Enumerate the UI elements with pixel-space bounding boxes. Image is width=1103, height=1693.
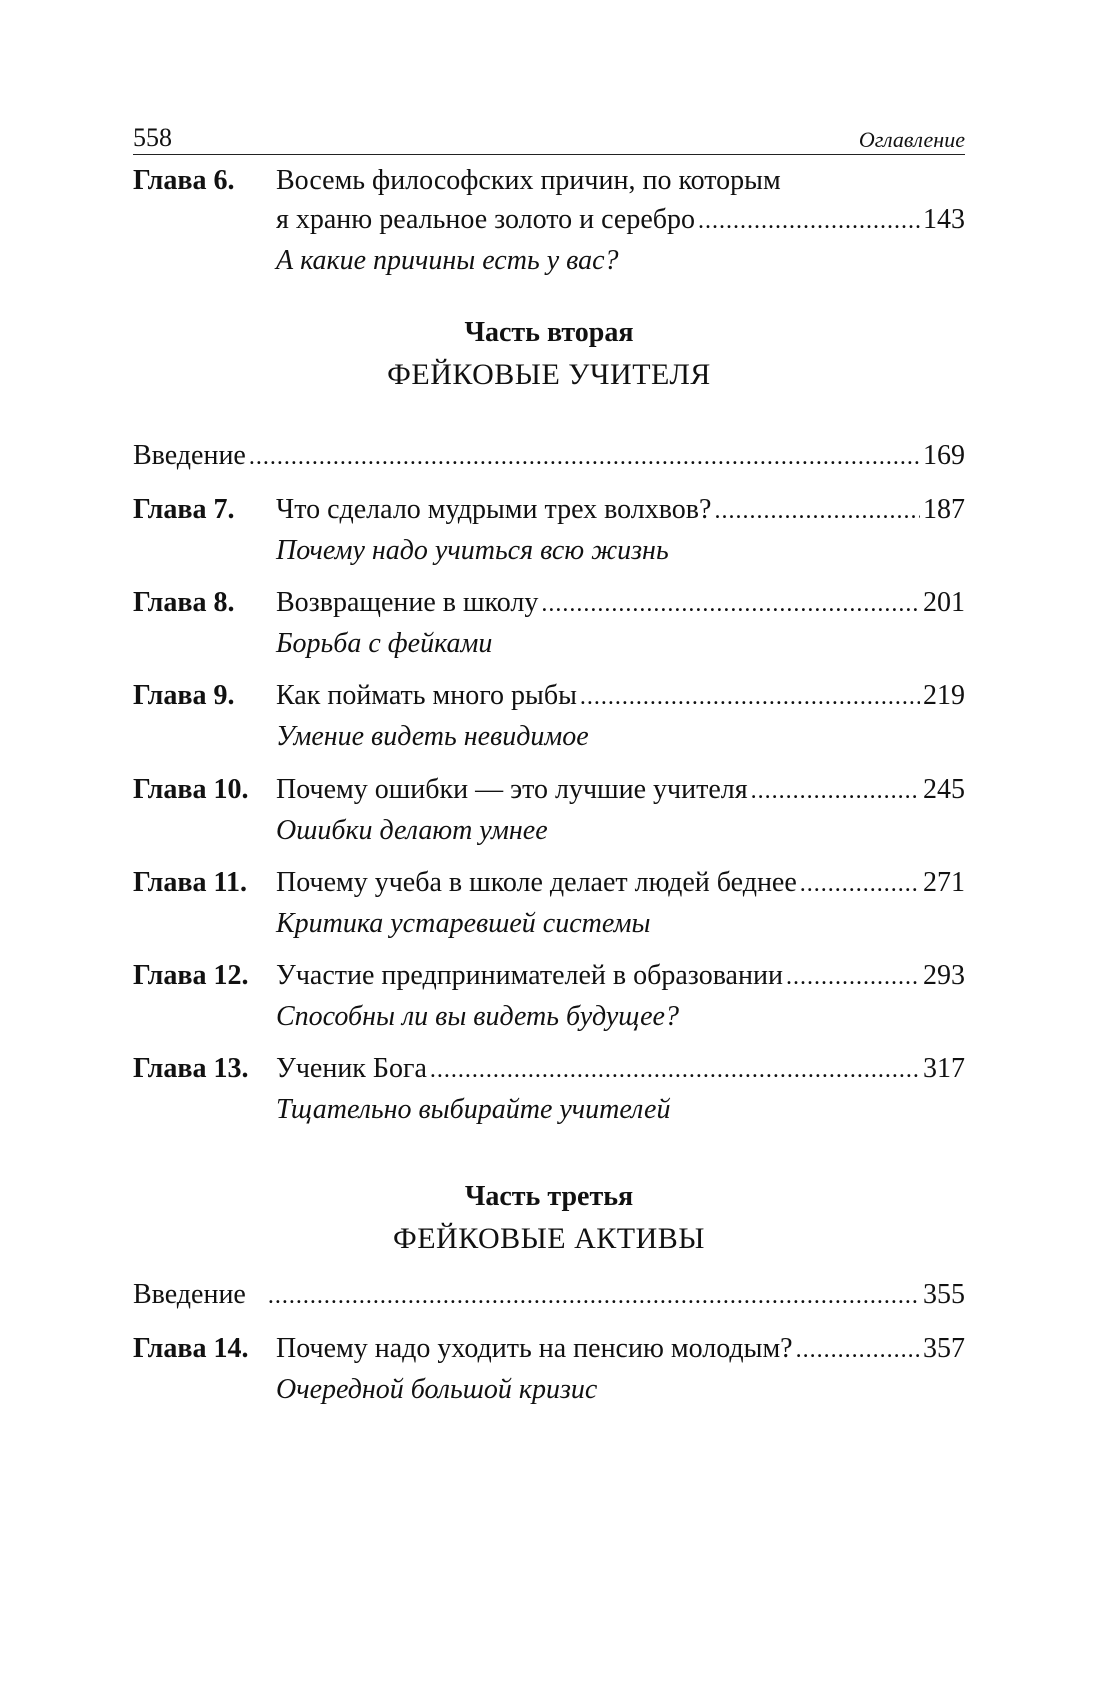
- page-ref: 187: [923, 494, 965, 525]
- dot-leader: [698, 202, 920, 241]
- chapter-title: Ученик Бога: [276, 1053, 427, 1084]
- chapter-title: Возвращение в школу: [276, 587, 539, 618]
- chapter-title: Почему ошибки — это лучшие учителя: [276, 774, 748, 805]
- chapter-title-line-1: Восемь философских причин, по которым: [276, 165, 781, 196]
- part-title: ФЕЙКОВЫЕ АКТИВЫ: [393, 1222, 705, 1255]
- chapter-title: Участие предпринимателей в образовании: [276, 960, 783, 991]
- intro-label: Введение: [133, 440, 246, 471]
- chapter-subtitle: Умение видеть невидимое: [276, 721, 589, 752]
- page-number: 558: [133, 123, 172, 152]
- dot-leader: [249, 438, 920, 477]
- chapter-subtitle: Борьба с фейками: [276, 628, 493, 659]
- page-ref: 143: [923, 204, 965, 235]
- dot-leader: [268, 1277, 920, 1316]
- page-ref: 245: [923, 774, 965, 805]
- page-ref: 201: [923, 587, 965, 618]
- chapter-label: Глава 11.: [133, 867, 247, 898]
- chapter-subtitle: А какие причины есть у вас?: [276, 245, 619, 276]
- dot-leader: [580, 678, 920, 717]
- dot-leader: [796, 1331, 920, 1370]
- running-header: [133, 120, 965, 155]
- chapter-label: Глава 7.: [133, 494, 235, 525]
- page-ref: 169: [923, 440, 965, 471]
- page-ref: 219: [923, 680, 965, 711]
- chapter-title-line-2: я храню реальное золото и серебро: [276, 204, 696, 235]
- page-ref: 357: [923, 1333, 965, 1364]
- chapter-title: Что сделало мудрыми трех волхвов?: [276, 494, 712, 525]
- part-number: Часть третья: [464, 1181, 634, 1212]
- dot-leader: [714, 492, 920, 531]
- chapter-title: Почему учеба в школе делает людей беднее: [276, 867, 797, 898]
- chapter-subtitle: Очередной большой кризис: [276, 1374, 598, 1405]
- chapter-label: Глава 13.: [133, 1053, 249, 1084]
- chapter-label: Глава 14.: [133, 1333, 249, 1364]
- chapter-subtitle: Почему надо учиться всю жизнь: [276, 535, 669, 566]
- part-title: ФЕЙКОВЫЕ УЧИТЕЛЯ: [387, 358, 711, 391]
- part-heading-2: [133, 313, 965, 397]
- part-number: Часть вторая: [464, 317, 634, 348]
- page-ref: 293: [923, 960, 965, 991]
- chapter-subtitle: Способны ли вы видеть будущее?: [276, 1001, 679, 1032]
- chapter-label: Глава 10.: [133, 774, 249, 805]
- chapter-label: Глава 12.: [133, 960, 249, 991]
- chapter-label: Глава 8.: [133, 587, 235, 618]
- dot-leader: [430, 1051, 920, 1090]
- dot-leader: [800, 865, 920, 904]
- page-ref: 355: [923, 1279, 965, 1310]
- chapter-label: Глава 6.: [133, 165, 235, 196]
- chapter-subtitle: Критика устаревшей системы: [276, 908, 651, 939]
- chapter-title: Как поймать много рыбы: [276, 680, 577, 711]
- intro-label: Введение: [133, 1279, 246, 1310]
- chapter-subtitle: Ошибки делают умнее: [276, 815, 548, 846]
- dot-leader: [541, 585, 920, 624]
- page-ref: 317: [923, 1053, 965, 1084]
- dot-leader: [786, 958, 920, 997]
- chapter-label: Глава 9.: [133, 680, 235, 711]
- part-heading-3: [133, 1177, 965, 1261]
- page-ref: 271: [923, 867, 965, 898]
- dot-leader: [751, 772, 920, 811]
- chapter-subtitle: Тщательно выбирайте учителей: [276, 1094, 671, 1125]
- section-title: Оглавление: [858, 127, 965, 152]
- chapter-title: Почему надо уходить на пенсию молодым?: [276, 1333, 793, 1364]
